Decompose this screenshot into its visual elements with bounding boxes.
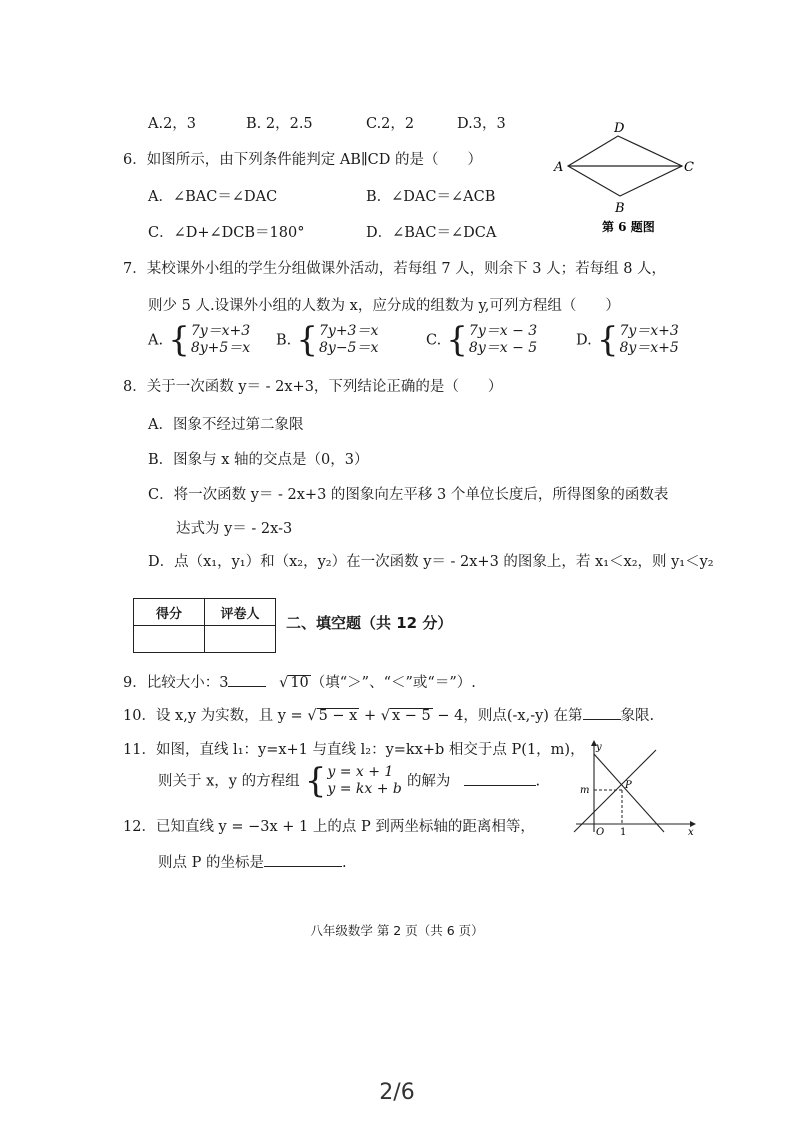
q7-option-c-label: C. (426, 332, 442, 349)
score-header: 得分 (134, 599, 205, 626)
q10-blank (583, 705, 621, 720)
q11-label-1: 1 (620, 827, 627, 836)
q9-blank (228, 672, 266, 687)
score-table (133, 598, 276, 653)
q10-prefix: 10．设 x,y 为实数，且 y = (123, 708, 303, 724)
q7-b-eq2: 8y−5＝x (319, 340, 379, 356)
q7-option-c (426, 320, 538, 360)
q8-option-a: A．图象不经过第二象限 (148, 417, 304, 433)
q9 (123, 672, 476, 693)
q7-option-d-label: D. (576, 332, 592, 349)
page-number: 2/6 (379, 1080, 415, 1105)
q7-a-eq1: 7y＝x+3 (190, 323, 251, 339)
q9-prefix: 9．比较大小：3 (123, 675, 229, 691)
q7-b-eq1: 7y+3＝x (319, 323, 379, 339)
q7-c-eq2: 8y＝x − 5 (468, 340, 538, 356)
q10-end: 象限. (620, 708, 655, 724)
q6-caption: 第 6 题图 (602, 220, 655, 234)
q11-line1: 11．如图，直线 l₁：y=x+1 与直线 l₂：y=kx+b 相交于点 P(1，m)， (123, 742, 585, 758)
grader-cell (205, 626, 276, 653)
score-cell (134, 626, 205, 653)
q8-option-d: D．点（x₁，y₁）和（x₂，y₂）在一次函数 y＝ - 2x+3 的图象上，若 x₁＜x₂，则 y₁＜y₂ (148, 554, 714, 570)
q5-option-d: D.3，3 (457, 116, 506, 132)
q6-option-c: C．∠D+∠DCB＝180° (148, 225, 305, 241)
q11-eq2: y = kx + b (327, 781, 402, 797)
q7-option-d (576, 320, 679, 360)
q10-radicand-2: x − 5 (391, 708, 431, 724)
q11-label-y: y (596, 742, 602, 753)
q7-option-c-system: { 7y＝x − 3 8y＝x − 5 (446, 320, 538, 360)
q7-d-eq2: 8y＝x+5 (619, 340, 679, 356)
q11-blank (464, 771, 536, 786)
q7-d-eq1: 7y＝x+3 (619, 323, 679, 339)
q5-option-c: C.2，2 (366, 116, 415, 132)
q11-prefix: 则关于 x，y 的方程组 (158, 773, 300, 790)
q11-line2 (158, 761, 541, 801)
q6-figure (550, 118, 700, 236)
q11-line-l2 (594, 754, 664, 832)
q8-option-c-line1: C．将一次函数 y＝ - 2x+3 的图象向左平移 3 个单位长度后，所得图象的函数表 (148, 487, 669, 503)
q11-label-m: m (580, 785, 590, 796)
q12-end: . (341, 855, 347, 871)
q12-line1: 12．已知直线 y = −3x + 1 上的点 P 到两坐标轴的距离相等， (123, 819, 535, 835)
q12-blank (264, 852, 342, 867)
q8-option-c-line2: 达式为 y＝ - 2x-3 (176, 521, 293, 537)
q6-label-a: A (554, 160, 564, 175)
q6-label-b: B (615, 201, 625, 216)
grader-header: 评卷人 (205, 599, 276, 626)
q7-option-b-system: { 7y+3＝x 8y−5＝x (296, 320, 379, 360)
q7-option-d-system: { 7y＝x+3 8y＝x+5 (596, 320, 679, 360)
q11-figure (570, 738, 698, 836)
q7-stem-line2: 则少 5 人.设课外小组的人数为 x，应分成的组数为 y,可列方程组（ ） (148, 298, 620, 314)
q7-option-b (276, 320, 379, 360)
q12-prefix: 则点 P 的坐标是 (158, 855, 264, 871)
q8-option-b: B．图象与 x 轴的交点是（0，3） (148, 452, 369, 468)
q10-sqrt-1: √ 5 − x (307, 708, 358, 724)
q6-option-d: D．∠BAC＝∠DCA (366, 225, 497, 241)
q5-option-a: A.2，3 (148, 116, 197, 132)
q10-suffix: − 4，则点(-x,-y) 在第 (437, 708, 583, 724)
q9-sqrt: √ 10 (279, 675, 309, 691)
q12-line2 (158, 852, 347, 873)
q7-option-b-label: B. (276, 332, 292, 349)
q11-end: . (535, 773, 541, 790)
q10-radicand-1: 5 − x (318, 708, 358, 724)
section-title: 二、填空题（共 12 分） (286, 614, 453, 632)
q11-suffix: 的解为 (406, 773, 451, 790)
q10-sqrt-2: √ x − 5 (380, 708, 431, 724)
q9-suffix: （填“＞”、“＜”或“＝”）. (310, 675, 476, 691)
q6-label-d: D (614, 121, 625, 136)
q11-label-o: O (596, 827, 605, 836)
q6-option-a: A．∠BAC＝∠DAC (148, 189, 278, 205)
q5-option-b: B. 2，2.5 (246, 116, 313, 132)
q10-plus: + (363, 708, 377, 724)
q7-option-a-system: { 7y＝x+3 8y+5＝x (168, 320, 251, 360)
q9-radicand: 10 (290, 675, 309, 691)
q7-c-eq1: 7y＝x − 3 (468, 323, 538, 339)
q6-stem: 6．如图所示，由下列条件能判定 AB∥CD 的是（ ） (123, 152, 482, 168)
q10 (123, 705, 654, 726)
q11-label-x: x (688, 827, 694, 836)
q11-label-p: P (625, 780, 632, 791)
q7-a-eq2: 8y+5＝x (190, 340, 251, 356)
q11-eq1: y = x + 1 (327, 764, 394, 780)
q7-stem-line1: 7．某校课外小组的学生分组做课外活动，若每组 7 人，则余下 3 人；若每组 8 人， (123, 261, 667, 277)
q6-label-c: C (684, 160, 694, 175)
q8-stem: 8．关于一次函数 y＝ - 2x+3，下列结论正确的是（ ） (123, 379, 503, 395)
q7-option-a-label: A. (148, 332, 164, 349)
q7-option-a (148, 320, 251, 360)
page-footer: 八年级数学 第 2 页（共 6 页） (310, 923, 484, 938)
q6-option-b: B．∠DAC＝∠ACB (366, 189, 496, 205)
q11-system: { y = x + 1 y = kx + b (304, 761, 402, 801)
